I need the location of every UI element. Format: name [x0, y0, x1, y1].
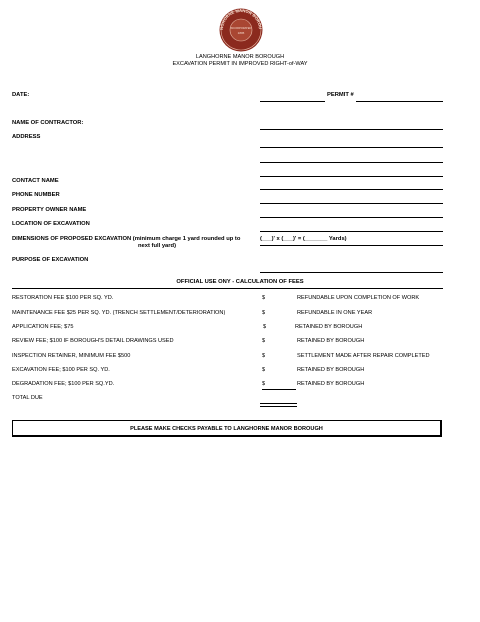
fee-degradation-underline	[262, 389, 296, 390]
fee-inspection-label: INSPECTION RETAINER, MINIMUM FEE $500	[12, 353, 131, 359]
fee-inspection-dollar[interactable]: $	[262, 353, 266, 359]
purpose-label: PURPOSE OF EXCAVATION	[12, 257, 89, 263]
owner-label: PROPERTY OWNER NAME	[12, 207, 87, 213]
permit-line[interactable]	[356, 101, 443, 102]
owner-line[interactable]	[260, 217, 443, 218]
fee-maintenance-label: MAINTENANCE FEE $25 PER SQ. YD. (TRENCH SETTLEMENT/DETERIORATION)	[12, 310, 226, 316]
address-label: ADDRESS	[12, 134, 41, 140]
address-line-3[interactable]	[260, 176, 443, 177]
fee-degradation-dollar[interactable]: $	[262, 381, 266, 387]
header-subtitle: EXCAVATION PERMIT IN IMPROVED RIGHT-of-WAY	[172, 61, 308, 67]
contractor-label: NAME OF CONTRACTOR:	[12, 120, 84, 126]
fee-degradation-label: DEGRADATION FEE; $100 PER SQ.YD.	[12, 381, 115, 387]
contact-line[interactable]	[260, 189, 443, 190]
dimensions-line[interactable]	[260, 245, 443, 246]
seal-inner-text: INCORPORATED	[230, 27, 252, 30]
fee-excavation-note: RETAINED BY BOROUGH	[297, 367, 365, 373]
fee-application-label: APPLICATION FEE; $75	[12, 324, 74, 330]
seal-year: 1895	[237, 31, 245, 35]
total-due-label: TOTAL DUE	[12, 395, 43, 401]
fee-restoration-label: RESTORATION FEE $100 PER SQ. YD.	[12, 295, 114, 301]
fee-excavation-label: EXCAVATION FEE; $100 PER SQ. YD.	[12, 367, 110, 373]
fee-excavation-dollar[interactable]: $	[262, 367, 266, 373]
location-label: LOCATION OF EXCAVATION	[12, 221, 90, 227]
dimensions-label-cont: next full yard)	[138, 243, 177, 249]
fee-review-dollar[interactable]: $	[262, 338, 266, 344]
fee-inspection-note: SETTLEMENT MADE AFTER REPAIR COMPLETED	[297, 353, 430, 359]
purpose-line[interactable]	[260, 272, 443, 273]
phone-line[interactable]	[260, 203, 443, 204]
payable-note: PLEASE MAKE CHECKS PAYABLE TO LANGHORNE MANOR BOROUGH	[130, 426, 323, 432]
dimensions-formula[interactable]: (___)' x (___)' = (_______ Yards)	[260, 236, 347, 242]
fee-maintenance-dollar[interactable]: $	[262, 310, 266, 316]
header-title: LANGHORNE MANOR BOROUGH	[195, 54, 285, 60]
date-line[interactable]	[260, 101, 325, 102]
fee-restoration-note: REFUNDABLE UPON COMPLETION OF WORK	[297, 295, 420, 301]
payable-note-box	[12, 420, 442, 437]
date-label: DATE:	[12, 92, 30, 98]
fee-review-label: REVIEW FEE; $100 IF BOROUGH'S DETAIL DRAWINGS USED	[12, 338, 174, 344]
fee-review-note: RETAINED BY BOROUGH	[297, 338, 365, 344]
contractor-line[interactable]	[260, 129, 443, 130]
address-line-2[interactable]	[260, 162, 443, 163]
fee-maintenance-note: REFUNDABLE IN ONE YEAR	[297, 310, 373, 316]
dimensions-label: DIMENSIONS OF PROPOSED EXCAVATION (minimum charge 1 yard rounded up to	[12, 236, 241, 242]
official-divider	[12, 288, 443, 289]
official-use-heading: OFFICIAL USE ONY - CALCULATION OF FEES	[176, 279, 304, 285]
fee-restoration-dollar[interactable]: $	[262, 295, 266, 301]
fee-degradation-note: RETAINED BY BOROUGH	[297, 381, 365, 387]
contact-label: CONTACT NAME	[12, 178, 59, 184]
borough-seal	[214, 8, 268, 52]
total-due-line-1[interactable]	[260, 403, 297, 404]
address-line-1[interactable]	[260, 147, 443, 148]
location-line[interactable]	[260, 231, 443, 232]
seal-ring-text: NGHORNE MANOR BOROU	[218, 8, 264, 31]
fee-application-dollar[interactable]: $	[263, 324, 267, 330]
total-due-line-2	[260, 406, 297, 407]
phone-label: PHONE NUMBER	[12, 192, 60, 198]
permit-label: PERMIT #	[327, 92, 354, 98]
fee-application-note: RETAINED BY BOROUGH	[295, 324, 363, 330]
